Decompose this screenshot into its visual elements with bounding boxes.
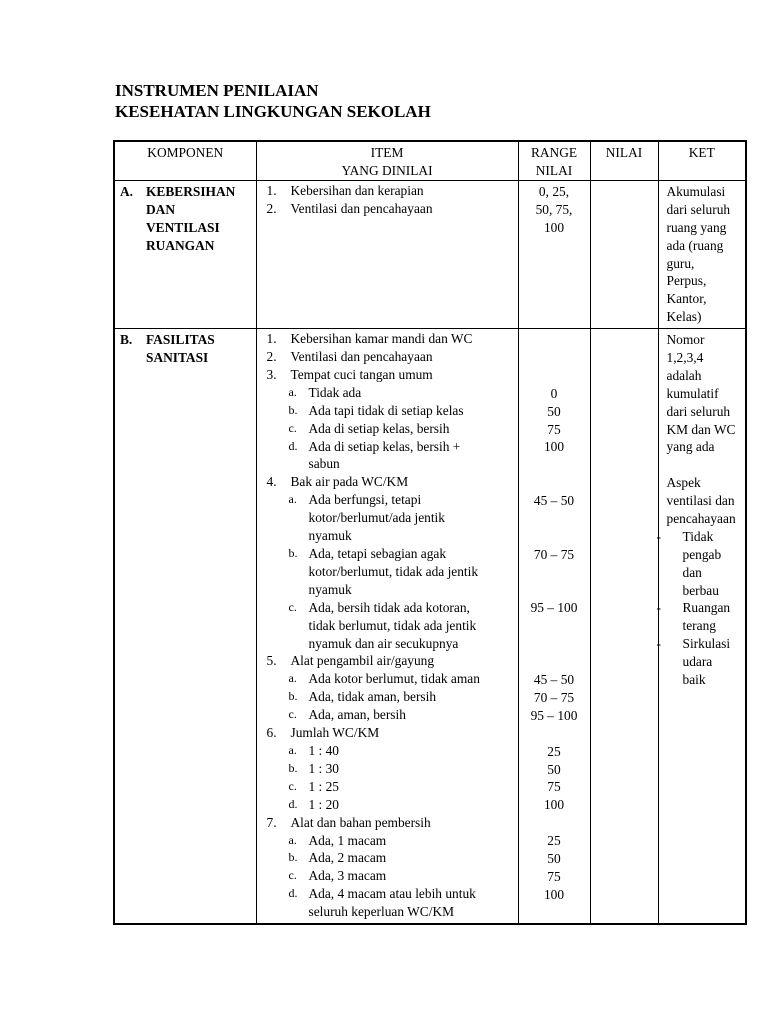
item-text: 1 : 20 <box>308 796 340 812</box>
ket-text: terang <box>682 618 716 634</box>
range-value <box>519 510 590 528</box>
item-line <box>267 384 516 402</box>
ket-text: dari seluruh <box>666 403 731 419</box>
ket-text: Ruangan <box>682 600 731 616</box>
subitem-letter: a. <box>288 492 297 507</box>
range-value <box>519 725 590 743</box>
subitem-letter: b. <box>288 546 298 560</box>
ket-line: Kelas) <box>666 309 702 325</box>
item-line <box>267 903 516 921</box>
ket-text: pengab <box>682 546 722 562</box>
range-value: 100 <box>543 886 565 902</box>
item-text: nyamuk <box>308 581 352 597</box>
ket-line <box>667 510 742 528</box>
range-value <box>519 349 590 367</box>
item-text: Ada, 3 macam <box>308 868 387 884</box>
item-text: Tidak ada <box>308 384 362 400</box>
row-a-komponen: A. KEBERSIHAN DAN VENTILASI RUANGAN <box>114 181 256 329</box>
ket-line: ada (ruang <box>666 237 724 253</box>
ket-text: 1,2,3,4 <box>666 350 704 366</box>
subitem-letter: b. <box>288 850 298 865</box>
range-value <box>519 653 590 671</box>
ket-line <box>667 421 742 439</box>
ket-text: Sirkulasi <box>682 636 731 652</box>
item-text: Ventilasi dan pencahayaan <box>290 200 433 216</box>
range-value <box>519 814 590 832</box>
item-line <box>267 455 516 473</box>
item-line <box>267 742 516 760</box>
item-line <box>267 617 516 635</box>
ket-line <box>656 635 742 653</box>
item-line <box>267 688 516 706</box>
ket-line: ruang yang <box>666 219 727 235</box>
range-value <box>519 635 590 653</box>
item-text: Ada berfungsi, tetapi <box>308 492 422 508</box>
range-value: 70 – 75 <box>533 546 575 562</box>
component-name-line: VENTILASI <box>146 219 220 235</box>
item-text: Ada, 4 macam atau lebih untuk <box>308 886 476 902</box>
item-number: 3. <box>266 366 277 382</box>
ket-line <box>656 528 742 546</box>
item-number: 2. <box>266 349 277 365</box>
bullet-dash: - <box>656 600 661 616</box>
item-text: Bak air pada WC/KM <box>290 474 409 490</box>
ket-line: Perpus, <box>666 273 707 289</box>
item-text: Ventilasi dan pencahayaan <box>290 349 433 365</box>
subitem-letter: d. <box>288 438 298 453</box>
ket-line <box>667 564 742 582</box>
item-text: nyamuk <box>308 528 352 544</box>
item-text: 1 : 30 <box>308 760 340 776</box>
subitem-letter: d. <box>288 796 298 811</box>
title-line-2: KESEHATAN LINGKUNGAN SEKOLAH <box>115 102 431 121</box>
range-value: 100 <box>543 439 565 455</box>
item-line <box>267 706 516 724</box>
ket-line <box>667 546 742 564</box>
component-name-line: FASILITAS <box>146 332 215 348</box>
item-number: 2. <box>266 200 277 216</box>
assessment-table <box>113 140 747 925</box>
item-text: Alat pengambil air/gayung <box>290 653 435 669</box>
header-item: ITEM YANG DINILAI <box>256 141 518 181</box>
item-line <box>267 348 516 366</box>
range-value <box>519 904 590 922</box>
item-text: Ada di setiap kelas, bersih <box>308 420 450 436</box>
item-text: Ada, aman, bersih <box>308 707 406 723</box>
range-value: 50 <box>547 850 561 866</box>
component-name-line: KEBERSIHAN <box>146 184 236 199</box>
item-line <box>267 796 516 814</box>
item-text: 1 : 40 <box>308 742 340 758</box>
document-title <box>115 80 431 122</box>
range-value <box>519 582 590 600</box>
ket-text: kumulatif <box>666 385 719 401</box>
item-number: 5. <box>266 653 277 669</box>
item-text: Ada kotor berlumut, tidak aman <box>308 671 480 687</box>
range-value: 45 – 50 <box>533 493 575 509</box>
item-text: Ada, bersih tidak ada kotoran, <box>308 599 470 615</box>
bullet-dash: - <box>656 636 661 652</box>
item-line <box>267 330 516 348</box>
ket-line <box>667 367 742 385</box>
range-value: 0 <box>550 385 558 401</box>
range-value: 75 <box>547 868 561 884</box>
row-b-items <box>256 329 518 924</box>
item-text: Ada, 1 macam <box>308 832 387 848</box>
item-line <box>267 491 516 509</box>
range-value: 50 <box>547 403 561 419</box>
item-line <box>267 200 516 218</box>
component-name-line: SANITASI <box>146 350 209 366</box>
row-a <box>114 181 746 329</box>
item-number: 1. <box>266 331 277 347</box>
item-line <box>267 814 516 832</box>
item-line <box>267 438 516 456</box>
subitem-letter: b. <box>288 760 298 775</box>
item-number: 4. <box>266 474 277 490</box>
item-line <box>267 652 516 670</box>
item-text: tidak berlumut, tidak ada jentik <box>308 617 477 633</box>
range-value <box>519 331 590 349</box>
subitem-letter: c. <box>288 599 297 614</box>
ket-text: Nomor <box>666 332 705 348</box>
row-b-range <box>518 329 590 924</box>
row-a-items <box>256 181 518 329</box>
header-ket: KET <box>658 141 746 181</box>
subitem-letter: a. <box>288 671 297 686</box>
header-nilai: NILAI <box>590 141 658 181</box>
range-value: 95 – 100 <box>530 707 578 723</box>
subitem-letter: c. <box>288 868 297 883</box>
item-line <box>267 366 516 384</box>
row-b <box>114 329 746 924</box>
item-line <box>267 599 516 617</box>
ket-line: dari seluruh <box>666 201 731 217</box>
item-text: Kebersihan kamar mandi dan WC <box>290 331 473 347</box>
title-line-1: INSTRUMEN PENILAIAN <box>115 81 319 100</box>
range-value: 75 <box>547 421 561 437</box>
ket-line: Akumulasi <box>666 184 726 199</box>
item-number: 7. <box>266 814 277 830</box>
range-value <box>519 456 590 474</box>
ket-text: Tidak <box>682 528 714 544</box>
subitem-letter: b. <box>288 402 298 417</box>
ket-text: yang ada <box>666 439 715 455</box>
ket-text: KM dan WC <box>666 421 736 437</box>
ket-line <box>667 349 742 367</box>
header-range: RANGE NILAI <box>518 141 590 181</box>
ket-text: pencahayaan <box>666 511 736 527</box>
item-line <box>267 581 516 599</box>
header-row <box>114 141 746 181</box>
range-value <box>519 617 590 635</box>
component-name-line: DAN <box>146 201 176 217</box>
range-value <box>519 474 590 492</box>
subitem-letter: a. <box>288 742 297 757</box>
row-b-nilai-cell[interactable] <box>590 329 658 924</box>
item-text: 1 : 25 <box>308 778 340 794</box>
item-number: 6. <box>266 725 277 741</box>
bullet-dash: - <box>656 528 661 544</box>
item-line <box>267 509 516 527</box>
item-text: Alat dan bahan pembersih <box>290 814 431 830</box>
ket-text: Aspek <box>666 475 701 491</box>
ket-text: dan <box>682 564 702 580</box>
item-number: 1. <box>266 183 277 198</box>
item-line <box>267 545 516 563</box>
ket-line <box>656 599 742 617</box>
subitem-letter: a. <box>288 832 297 847</box>
subitem-letter: c. <box>288 778 297 793</box>
item-text: Tempat cuci tangan umum <box>290 366 433 382</box>
range-value: 100 <box>543 797 565 813</box>
row-a-range <box>518 181 590 329</box>
item-text: Jumlah WC/KM <box>290 725 380 741</box>
ket-line <box>667 456 742 474</box>
range-value: 0, 25, <box>538 184 570 199</box>
ket-line: guru, <box>666 255 695 271</box>
item-line <box>267 402 516 420</box>
range-value: 100 <box>543 219 565 235</box>
item-line <box>267 849 516 867</box>
item-text: kotor/berlumut/ada jentik <box>308 510 445 526</box>
item-text: sabun <box>308 456 340 472</box>
item-line <box>267 182 516 200</box>
ket-line <box>667 385 742 403</box>
item-line <box>267 670 516 688</box>
range-value: 25 <box>547 743 561 759</box>
ket-line <box>667 653 742 671</box>
range-value: 25 <box>547 833 561 849</box>
ket-line: Kantor, <box>666 291 707 307</box>
row-a-nilai-cell[interactable] <box>590 181 658 329</box>
subitem-letter: c. <box>288 707 297 722</box>
ket-line <box>667 671 742 689</box>
ket-line <box>667 617 742 635</box>
range-value: 50, 75, <box>535 201 573 217</box>
range-value: 95 – 100 <box>530 600 578 616</box>
range-value: 50 <box>547 761 561 777</box>
ket-text: berbau <box>682 582 719 598</box>
ket-line <box>667 403 742 421</box>
range-value <box>519 367 590 385</box>
item-line <box>267 760 516 778</box>
item-line <box>267 724 516 742</box>
ket-line <box>667 474 742 492</box>
item-text: seluruh keperluan WC/KM <box>308 904 455 920</box>
item-text: Ada, 2 macam <box>308 850 387 866</box>
range-value: 75 <box>547 779 561 795</box>
row-a-ket <box>658 181 746 329</box>
subitem-letter: d. <box>288 886 298 901</box>
ket-line <box>667 438 742 456</box>
item-text: Ada, tetapi sebagian agak <box>308 546 447 561</box>
item-text: kotor/berlumut, tidak ada jentik <box>308 563 479 579</box>
range-value <box>519 564 590 582</box>
header-komponen: KOMPONEN <box>114 141 256 181</box>
item-line <box>267 885 516 903</box>
range-value <box>519 528 590 546</box>
subitem-letter: c. <box>288 420 297 435</box>
row-b-komponen: B. FASILITAS SANITASI <box>114 329 256 924</box>
ket-text: baik <box>682 672 706 688</box>
item-line <box>267 832 516 850</box>
ket-line <box>667 582 742 600</box>
item-line <box>267 635 516 653</box>
item-line <box>267 527 516 545</box>
row-b-ket <box>658 329 746 924</box>
range-value: 70 – 75 <box>533 689 575 705</box>
range-value: 45 – 50 <box>533 672 575 688</box>
component-name-line: RUANGAN <box>146 237 215 253</box>
ket-line <box>667 492 742 510</box>
item-text: Kebersihan dan kerapian <box>290 183 424 198</box>
ket-line <box>667 331 742 349</box>
item-text: Ada di setiap kelas, bersih + <box>308 438 461 454</box>
item-text: Ada, tidak aman, bersih <box>308 689 437 705</box>
subitem-letter: a. <box>288 384 297 399</box>
item-line <box>267 420 516 438</box>
item-line <box>267 778 516 796</box>
item-line <box>267 563 516 581</box>
item-text: nyamuk dan air secukupnya <box>308 635 459 651</box>
item-line <box>267 473 516 491</box>
item-text: Ada tapi tidak di setiap kelas <box>308 402 464 418</box>
subitem-letter: b. <box>288 689 298 704</box>
ket-text: ventilasi dan <box>666 493 735 509</box>
item-line <box>267 867 516 885</box>
ket-text: adalah <box>666 367 702 383</box>
ket-text: udara <box>682 654 713 670</box>
